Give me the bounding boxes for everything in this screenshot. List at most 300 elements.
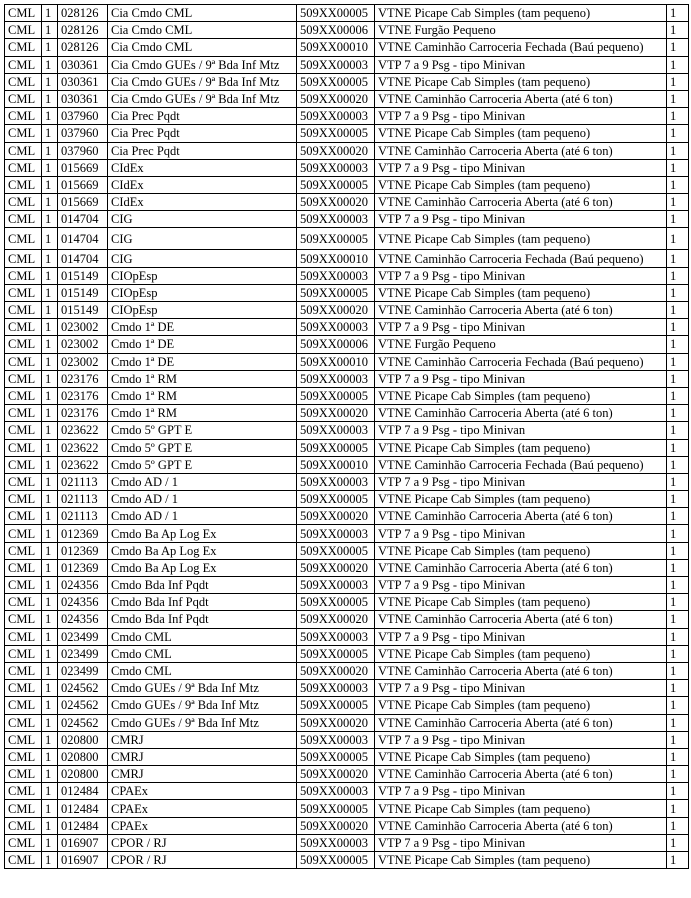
ug-code-cell: 020800: [58, 731, 108, 748]
quantity-cell: 1: [667, 125, 689, 142]
command-cell: CML: [5, 508, 42, 525]
ug-code-cell: 014704: [58, 228, 108, 250]
vehicle-description-cell: VTNE Caminhão Carroceria Fechada (Baú pequeno): [375, 39, 667, 56]
table-row: [5, 834, 689, 851]
command-cell: CML: [5, 108, 42, 125]
group-cell: 1: [42, 267, 58, 284]
quantity-cell: 1: [667, 697, 689, 714]
vehicle-description-cell: VTP 7 a 9 Psg - tipo Minivan: [375, 731, 667, 748]
item-code-cell: 509XX00005: [297, 125, 375, 142]
group-cell: 1: [42, 39, 58, 56]
vehicle-description-cell: VTP 7 a 9 Psg - tipo Minivan: [375, 422, 667, 439]
ug-code-cell: 023622: [58, 456, 108, 473]
table-row: [5, 817, 689, 834]
table-row: [5, 680, 689, 697]
group-cell: 1: [42, 211, 58, 228]
ug-code-cell: 012369: [58, 559, 108, 576]
command-cell: CML: [5, 834, 42, 851]
item-code-cell: 509XX00005: [297, 542, 375, 559]
quantity-cell: 1: [667, 594, 689, 611]
table-row: [5, 473, 689, 490]
unit-name-cell: CIdEx: [108, 194, 297, 211]
unit-name-cell: Cmdo Bda Inf Pqdt: [108, 577, 297, 594]
unit-name-cell: Cmdo 5º GPT E: [108, 439, 297, 456]
table-row: [5, 697, 689, 714]
table-row: [5, 766, 689, 783]
command-cell: CML: [5, 783, 42, 800]
ug-code-cell: 024562: [58, 697, 108, 714]
group-cell: 1: [42, 194, 58, 211]
vehicle-description-cell: VTNE Caminhão Carroceria Aberta (até 6 ton): [375, 90, 667, 107]
unit-name-cell: CIG: [108, 250, 297, 267]
command-cell: CML: [5, 594, 42, 611]
ug-code-cell: 016907: [58, 852, 108, 869]
group-cell: 1: [42, 336, 58, 353]
command-cell: CML: [5, 56, 42, 73]
vehicle-description-cell: VTP 7 a 9 Psg - tipo Minivan: [375, 577, 667, 594]
quantity-cell: 1: [667, 559, 689, 576]
quantity-cell: 1: [667, 142, 689, 159]
group-cell: 1: [42, 766, 58, 783]
command-cell: CML: [5, 817, 42, 834]
unit-name-cell: Cia Prec Pqdt: [108, 142, 297, 159]
group-cell: 1: [42, 783, 58, 800]
table-row: [5, 370, 689, 387]
quantity-cell: 1: [667, 90, 689, 107]
quantity-cell: 1: [667, 834, 689, 851]
item-code-cell: 509XX00010: [297, 353, 375, 370]
item-code-cell: 509XX00020: [297, 611, 375, 628]
table-row: [5, 456, 689, 473]
unit-name-cell: Cmdo 1ª DE: [108, 353, 297, 370]
item-code-cell: 509XX00003: [297, 525, 375, 542]
group-cell: 1: [42, 542, 58, 559]
group-cell: 1: [42, 142, 58, 159]
unit-name-cell: Cmdo GUEs / 9ª Bda Inf Mtz: [108, 714, 297, 731]
group-cell: 1: [42, 731, 58, 748]
command-cell: CML: [5, 697, 42, 714]
group-cell: 1: [42, 594, 58, 611]
item-code-cell: 509XX00010: [297, 39, 375, 56]
quantity-cell: 1: [667, 680, 689, 697]
item-code-cell: 509XX00003: [297, 319, 375, 336]
table-row: [5, 783, 689, 800]
command-cell: CML: [5, 336, 42, 353]
ug-code-cell: 012484: [58, 800, 108, 817]
table-row: [5, 5, 689, 22]
ug-code-cell: 030361: [58, 73, 108, 90]
table-row: [5, 491, 689, 508]
table-row: [5, 748, 689, 765]
vehicle-description-cell: VTNE Caminhão Carroceria Aberta (até 6 ton): [375, 405, 667, 422]
group-cell: 1: [42, 680, 58, 697]
table-row: [5, 73, 689, 90]
vehicle-description-cell: VTNE Caminhão Carroceria Fechada (Baú pequeno): [375, 456, 667, 473]
quantity-cell: 1: [667, 370, 689, 387]
command-cell: CML: [5, 142, 42, 159]
unit-name-cell: Cmdo AD / 1: [108, 473, 297, 490]
unit-name-cell: Cmdo 1ª DE: [108, 336, 297, 353]
command-cell: CML: [5, 370, 42, 387]
item-code-cell: 509XX00005: [297, 645, 375, 662]
table-row: [5, 90, 689, 107]
command-cell: CML: [5, 267, 42, 284]
group-cell: 1: [42, 852, 58, 869]
ug-code-cell: 016907: [58, 834, 108, 851]
vehicle-description-cell: VTP 7 a 9 Psg - tipo Minivan: [375, 370, 667, 387]
quantity-cell: 1: [667, 73, 689, 90]
command-cell: CML: [5, 559, 42, 576]
ug-code-cell: 037960: [58, 108, 108, 125]
item-code-cell: 509XX00003: [297, 680, 375, 697]
item-code-cell: 509XX00005: [297, 284, 375, 301]
quantity-cell: 1: [667, 108, 689, 125]
group-cell: 1: [42, 90, 58, 107]
table-row: [5, 267, 689, 284]
group-cell: 1: [42, 250, 58, 267]
item-code-cell: 509XX00003: [297, 628, 375, 645]
vehicle-description-cell: VTNE Picape Cab Simples (tam pequeno): [375, 228, 667, 250]
quantity-cell: 1: [667, 22, 689, 39]
group-cell: 1: [42, 228, 58, 250]
unit-name-cell: Cia Prec Pqdt: [108, 108, 297, 125]
group-cell: 1: [42, 662, 58, 679]
unit-name-cell: CPAEx: [108, 783, 297, 800]
vehicle-description-cell: VTNE Picape Cab Simples (tam pequeno): [375, 439, 667, 456]
table-row: [5, 22, 689, 39]
quantity-cell: 1: [667, 194, 689, 211]
table-row: [5, 577, 689, 594]
ug-code-cell: 020800: [58, 748, 108, 765]
quantity-cell: 1: [667, 508, 689, 525]
unit-name-cell: Cmdo 1ª RM: [108, 370, 297, 387]
item-code-cell: 509XX00020: [297, 508, 375, 525]
command-cell: CML: [5, 611, 42, 628]
vehicle-description-cell: VTP 7 a 9 Psg - tipo Minivan: [375, 267, 667, 284]
table-row: [5, 56, 689, 73]
group-cell: 1: [42, 22, 58, 39]
unit-name-cell: Cmdo AD / 1: [108, 508, 297, 525]
ug-code-cell: 020800: [58, 766, 108, 783]
unit-name-cell: Cia Cmdo GUEs / 9ª Bda Inf Mtz: [108, 90, 297, 107]
table-row: [5, 194, 689, 211]
vehicle-description-cell: VTNE Furgão Pequeno: [375, 22, 667, 39]
item-code-cell: 509XX00005: [297, 594, 375, 611]
vehicle-description-cell: VTNE Caminhão Carroceria Fechada (Baú pequeno): [375, 353, 667, 370]
table-row: [5, 387, 689, 404]
ug-code-cell: 024356: [58, 577, 108, 594]
ug-code-cell: 023002: [58, 353, 108, 370]
quantity-cell: 1: [667, 39, 689, 56]
vehicle-description-cell: VTNE Picape Cab Simples (tam pequeno): [375, 748, 667, 765]
unit-name-cell: CPAEx: [108, 800, 297, 817]
item-code-cell: 509XX00003: [297, 211, 375, 228]
vehicle-description-cell: VTP 7 a 9 Psg - tipo Minivan: [375, 56, 667, 73]
unit-name-cell: CIOpEsp: [108, 284, 297, 301]
vehicle-description-cell: VTNE Picape Cab Simples (tam pequeno): [375, 852, 667, 869]
table-row: [5, 594, 689, 611]
quantity-cell: 1: [667, 577, 689, 594]
group-cell: 1: [42, 319, 58, 336]
vehicle-description-cell: VTNE Picape Cab Simples (tam pequeno): [375, 645, 667, 662]
item-code-cell: 509XX00005: [297, 748, 375, 765]
group-cell: 1: [42, 628, 58, 645]
quantity-cell: 1: [667, 387, 689, 404]
table-row: [5, 662, 689, 679]
item-code-cell: 509XX00010: [297, 456, 375, 473]
ug-code-cell: 028126: [58, 22, 108, 39]
item-code-cell: 509XX00020: [297, 714, 375, 731]
vehicle-description-cell: VTP 7 a 9 Psg - tipo Minivan: [375, 628, 667, 645]
vehicle-description-cell: VTP 7 a 9 Psg - tipo Minivan: [375, 108, 667, 125]
command-cell: CML: [5, 159, 42, 176]
item-code-cell: 509XX00020: [297, 405, 375, 422]
group-cell: 1: [42, 748, 58, 765]
group-cell: 1: [42, 645, 58, 662]
ug-code-cell: 024356: [58, 594, 108, 611]
vehicle-description-cell: VTNE Caminhão Carroceria Aberta (até 6 ton): [375, 611, 667, 628]
item-code-cell: 509XX00005: [297, 73, 375, 90]
vehicle-description-cell: VTNE Picape Cab Simples (tam pequeno): [375, 284, 667, 301]
item-code-cell: 509XX00003: [297, 422, 375, 439]
command-cell: CML: [5, 662, 42, 679]
quantity-cell: 1: [667, 525, 689, 542]
command-cell: CML: [5, 90, 42, 107]
ug-code-cell: 021113: [58, 491, 108, 508]
quantity-cell: 1: [667, 731, 689, 748]
ug-code-cell: 024562: [58, 680, 108, 697]
command-cell: CML: [5, 39, 42, 56]
ug-code-cell: 012369: [58, 525, 108, 542]
table-row: [5, 852, 689, 869]
ug-code-cell: 023622: [58, 439, 108, 456]
quantity-cell: 1: [667, 284, 689, 301]
table-row: [5, 559, 689, 576]
table-row: [5, 302, 689, 319]
unit-name-cell: CIG: [108, 228, 297, 250]
item-code-cell: 509XX00020: [297, 142, 375, 159]
command-cell: CML: [5, 228, 42, 250]
unit-name-cell: Cmdo AD / 1: [108, 491, 297, 508]
ug-code-cell: 028126: [58, 39, 108, 56]
vehicle-description-cell: VTNE Picape Cab Simples (tam pequeno): [375, 387, 667, 404]
group-cell: 1: [42, 108, 58, 125]
item-code-cell: 509XX00005: [297, 852, 375, 869]
unit-name-cell: Cia Cmdo GUEs / 9ª Bda Inf Mtz: [108, 56, 297, 73]
item-code-cell: 509XX00003: [297, 159, 375, 176]
quantity-cell: 1: [667, 714, 689, 731]
command-cell: CML: [5, 525, 42, 542]
unit-name-cell: Cia Cmdo CML: [108, 5, 297, 22]
quantity-cell: 1: [667, 5, 689, 22]
quantity-cell: 1: [667, 783, 689, 800]
group-cell: 1: [42, 697, 58, 714]
ug-code-cell: 023499: [58, 645, 108, 662]
group-cell: 1: [42, 611, 58, 628]
quantity-cell: 1: [667, 662, 689, 679]
command-cell: CML: [5, 628, 42, 645]
quantity-cell: 1: [667, 456, 689, 473]
table-row: [5, 284, 689, 301]
table-row: [5, 645, 689, 662]
ug-code-cell: 023176: [58, 370, 108, 387]
vehicle-description-cell: VTNE Picape Cab Simples (tam pequeno): [375, 594, 667, 611]
vehicle-description-cell: VTP 7 a 9 Psg - tipo Minivan: [375, 783, 667, 800]
group-cell: 1: [42, 176, 58, 193]
vehicle-allocation-table: [4, 4, 689, 869]
quantity-cell: 1: [667, 852, 689, 869]
command-cell: CML: [5, 577, 42, 594]
ug-code-cell: 023499: [58, 662, 108, 679]
command-cell: CML: [5, 714, 42, 731]
unit-name-cell: CIdEx: [108, 176, 297, 193]
unit-name-cell: Cmdo 5º GPT E: [108, 456, 297, 473]
quantity-cell: 1: [667, 645, 689, 662]
vehicle-description-cell: VTP 7 a 9 Psg - tipo Minivan: [375, 159, 667, 176]
quantity-cell: 1: [667, 473, 689, 490]
quantity-cell: 1: [667, 748, 689, 765]
vehicle-description-cell: VTNE Caminhão Carroceria Aberta (até 6 ton): [375, 559, 667, 576]
item-code-cell: 509XX00020: [297, 662, 375, 679]
ug-code-cell: 023176: [58, 405, 108, 422]
vehicle-description-cell: VTP 7 a 9 Psg - tipo Minivan: [375, 680, 667, 697]
command-cell: CML: [5, 302, 42, 319]
document-page: [4, 4, 688, 869]
quantity-cell: 1: [667, 250, 689, 267]
group-cell: 1: [42, 559, 58, 576]
item-code-cell: 509XX00005: [297, 800, 375, 817]
ug-code-cell: 030361: [58, 56, 108, 73]
group-cell: 1: [42, 800, 58, 817]
group-cell: 1: [42, 714, 58, 731]
command-cell: CML: [5, 22, 42, 39]
group-cell: 1: [42, 302, 58, 319]
vehicle-description-cell: VTP 7 a 9 Psg - tipo Minivan: [375, 211, 667, 228]
command-cell: CML: [5, 422, 42, 439]
command-cell: CML: [5, 645, 42, 662]
vehicle-description-cell: VTNE Picape Cab Simples (tam pequeno): [375, 125, 667, 142]
quantity-cell: 1: [667, 353, 689, 370]
group-cell: 1: [42, 125, 58, 142]
command-cell: CML: [5, 473, 42, 490]
table-row: [5, 228, 689, 250]
table-row: [5, 525, 689, 542]
command-cell: CML: [5, 748, 42, 765]
vehicle-description-cell: VTNE Picape Cab Simples (tam pequeno): [375, 176, 667, 193]
group-cell: 1: [42, 439, 58, 456]
table-row: [5, 176, 689, 193]
table-row: [5, 108, 689, 125]
item-code-cell: 509XX00020: [297, 817, 375, 834]
quantity-cell: 1: [667, 542, 689, 559]
ug-code-cell: 012484: [58, 817, 108, 834]
group-cell: 1: [42, 473, 58, 490]
unit-name-cell: Cia Cmdo CML: [108, 39, 297, 56]
item-code-cell: 509XX00005: [297, 176, 375, 193]
item-code-cell: 509XX00005: [297, 387, 375, 404]
item-code-cell: 509XX00003: [297, 370, 375, 387]
group-cell: 1: [42, 525, 58, 542]
unit-name-cell: Cmdo 1ª RM: [108, 387, 297, 404]
group-cell: 1: [42, 817, 58, 834]
unit-name-cell: Cmdo 1ª RM: [108, 405, 297, 422]
vehicle-description-cell: VTNE Picape Cab Simples (tam pequeno): [375, 697, 667, 714]
ug-code-cell: 015669: [58, 159, 108, 176]
command-cell: CML: [5, 405, 42, 422]
item-code-cell: 509XX00020: [297, 302, 375, 319]
vehicle-description-cell: VTNE Caminhão Carroceria Aberta (até 6 ton): [375, 714, 667, 731]
unit-name-cell: CIOpEsp: [108, 302, 297, 319]
table-row: [5, 611, 689, 628]
ug-code-cell: 028126: [58, 5, 108, 22]
quantity-cell: 1: [667, 491, 689, 508]
table-row: [5, 39, 689, 56]
item-code-cell: 509XX00003: [297, 473, 375, 490]
ug-code-cell: 023622: [58, 422, 108, 439]
quantity-cell: 1: [667, 766, 689, 783]
group-cell: 1: [42, 159, 58, 176]
group-cell: 1: [42, 405, 58, 422]
unit-name-cell: Cmdo CML: [108, 662, 297, 679]
command-cell: CML: [5, 731, 42, 748]
table-row: [5, 319, 689, 336]
quantity-cell: 1: [667, 267, 689, 284]
vehicle-description-cell: VTNE Caminhão Carroceria Aberta (até 6 ton): [375, 508, 667, 525]
table-row: [5, 211, 689, 228]
unit-name-cell: Cmdo GUEs / 9ª Bda Inf Mtz: [108, 697, 297, 714]
command-cell: CML: [5, 284, 42, 301]
group-cell: 1: [42, 5, 58, 22]
command-cell: CML: [5, 194, 42, 211]
group-cell: 1: [42, 387, 58, 404]
item-code-cell: 509XX00020: [297, 194, 375, 211]
unit-name-cell: Cmdo CML: [108, 645, 297, 662]
item-code-cell: 509XX00003: [297, 108, 375, 125]
command-cell: CML: [5, 387, 42, 404]
command-cell: CML: [5, 125, 42, 142]
command-cell: CML: [5, 439, 42, 456]
vehicle-description-cell: VTNE Picape Cab Simples (tam pequeno): [375, 542, 667, 559]
ug-code-cell: 024356: [58, 611, 108, 628]
table-row: [5, 731, 689, 748]
ug-code-cell: 023176: [58, 387, 108, 404]
table-row: [5, 405, 689, 422]
command-cell: CML: [5, 5, 42, 22]
command-cell: CML: [5, 542, 42, 559]
item-code-cell: 509XX00010: [297, 250, 375, 267]
command-cell: CML: [5, 211, 42, 228]
command-cell: CML: [5, 353, 42, 370]
unit-name-cell: CIG: [108, 211, 297, 228]
item-code-cell: 509XX00020: [297, 766, 375, 783]
vehicle-description-cell: VTP 7 a 9 Psg - tipo Minivan: [375, 319, 667, 336]
unit-name-cell: Cia Cmdo CML: [108, 22, 297, 39]
item-code-cell: 509XX00005: [297, 5, 375, 22]
ug-code-cell: 012484: [58, 783, 108, 800]
quantity-cell: 1: [667, 302, 689, 319]
vehicle-description-cell: VTP 7 a 9 Psg - tipo Minivan: [375, 473, 667, 490]
ug-code-cell: 015669: [58, 176, 108, 193]
table-row: [5, 250, 689, 267]
ug-code-cell: 015669: [58, 194, 108, 211]
unit-name-cell: Cmdo Ba Ap Log Ex: [108, 525, 297, 542]
command-cell: CML: [5, 456, 42, 473]
table-row: [5, 353, 689, 370]
group-cell: 1: [42, 577, 58, 594]
quantity-cell: 1: [667, 56, 689, 73]
vehicle-description-cell: VTNE Caminhão Carroceria Aberta (até 6 ton): [375, 662, 667, 679]
group-cell: 1: [42, 491, 58, 508]
